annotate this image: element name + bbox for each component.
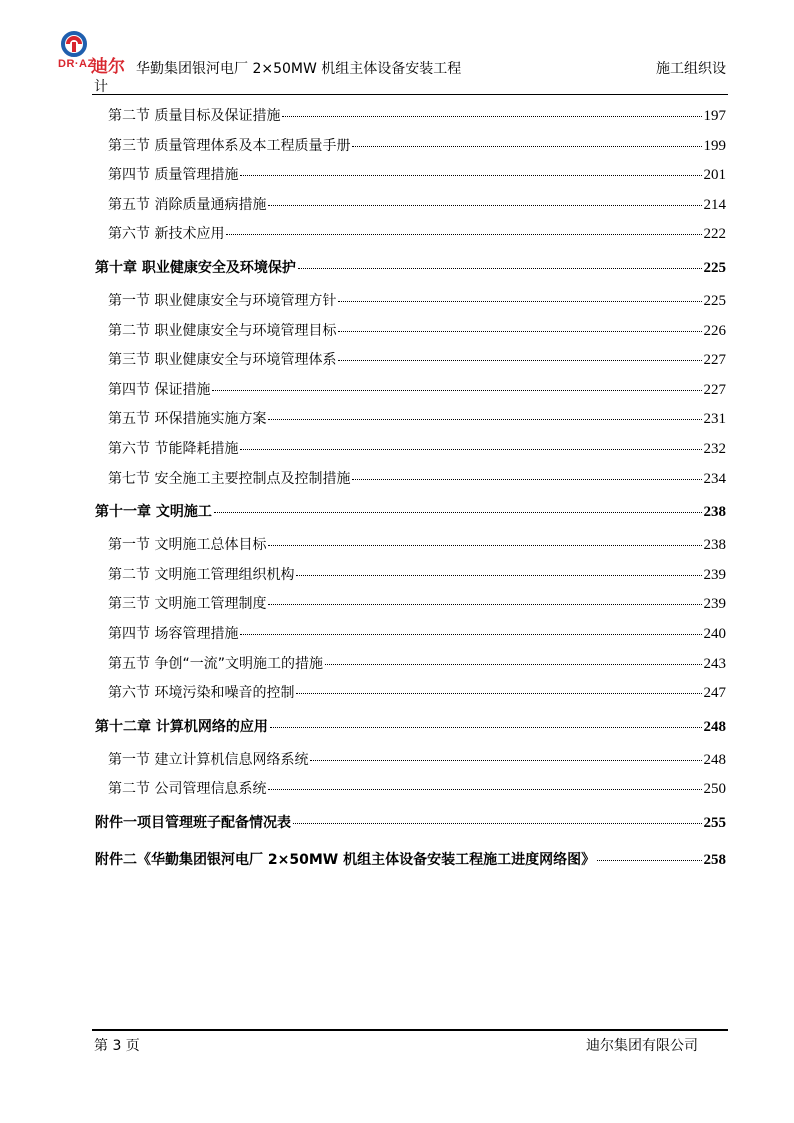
toc-entry-label: 第三节 质量管理体系及本工程质量手册	[108, 137, 351, 154]
toc-dot-leader	[296, 575, 701, 576]
toc-chapter-entry[interactable]	[95, 805, 726, 842]
toc-entry-label: 第五节 消除质量通病措施	[108, 196, 267, 213]
toc-entry-page: 239	[703, 566, 726, 583]
toc-dot-leader	[268, 545, 701, 546]
toc-entry-label: 第五节 争创“一流”文明施工的措施	[108, 655, 323, 672]
toc-chapter-entry[interactable]	[95, 250, 726, 287]
toc-dot-leader	[298, 268, 702, 269]
toc-dot-leader	[352, 479, 701, 480]
toc-entry-label: 第二节 文明施工管理组织机构	[108, 566, 295, 583]
toc-entry-page: 214	[703, 196, 726, 213]
toc-section-entry[interactable]	[108, 405, 726, 435]
toc-entry-label: 第六节 新技术应用	[108, 226, 225, 243]
toc-entry-label: 第二节 公司管理信息系统	[108, 781, 267, 798]
toc-dot-leader	[338, 331, 701, 332]
toc-entry-page: 201	[703, 167, 726, 184]
toc-entry-label: 第三节 职业健康安全与环境管理体系	[108, 352, 337, 369]
toc-dot-leader	[268, 604, 701, 605]
toc-entry-label: 第十章 职业健康安全及环境保护	[95, 259, 296, 276]
toc-entry-page: 238	[703, 504, 726, 521]
toc-entry-page: 225	[703, 259, 726, 276]
header-rule	[92, 94, 728, 95]
toc-entry-page: 226	[703, 322, 726, 339]
toc-section-entry[interactable]	[108, 650, 726, 680]
toc-entry-page: 222	[703, 226, 726, 243]
toc-dot-leader	[325, 664, 702, 665]
header-title: 华勤集团银河电厂 2×50MW 机组主体设备安装工程	[136, 61, 462, 77]
toc-entry-label: 第二节 质量目标及保证措施	[108, 108, 281, 124]
toc-section-entry[interactable]	[108, 746, 726, 776]
toc-entry-page: 248	[703, 718, 726, 735]
toc-dot-leader	[597, 860, 701, 861]
toc-entry-page: 225	[703, 292, 726, 309]
toc-section-entry[interactable]	[108, 465, 726, 495]
toc-entry-label: 第一节 建立计算机信息网络系统	[108, 751, 309, 768]
toc-entry-label: 第四节 场容管理措施	[108, 625, 239, 642]
toc-section-entry[interactable]	[108, 376, 726, 406]
toc-section-entry[interactable]	[108, 317, 726, 347]
toc-entry-label: 第二节 职业健康安全与环境管理目标	[108, 322, 337, 339]
toc-chapter-entry[interactable]	[95, 842, 726, 879]
toc-entry-page: 231	[703, 411, 726, 428]
toc-section-entry[interactable]	[108, 620, 726, 650]
toc-entry-label: 第五节 环保措施实施方案	[108, 411, 267, 428]
toc-section-entry[interactable]	[108, 287, 726, 317]
toc-entry-page: 248	[703, 751, 726, 768]
footer-company: 迪尔集团有限公司	[586, 1038, 698, 1054]
toc-entry-page: 258	[703, 851, 726, 868]
toc-dot-leader	[352, 146, 701, 147]
toc-dot-leader	[296, 693, 701, 694]
logo-chinese: 迪尔	[91, 57, 125, 77]
toc-entry-page: 199	[703, 137, 726, 154]
toc-entry-label: 附件一项目管理班子配备情况表	[95, 814, 291, 831]
toc-dot-leader	[338, 301, 701, 302]
toc-dot-leader	[268, 419, 701, 420]
toc-entry-label: 第十二章 计算机网络的应用	[95, 718, 268, 735]
toc-dot-leader	[240, 175, 701, 176]
toc-dot-leader	[240, 449, 701, 450]
toc-section-entry[interactable]	[108, 346, 726, 376]
toc-entry-page: 250	[703, 781, 726, 798]
logo-text: DR·AZ	[58, 58, 95, 70]
toc-dot-leader	[226, 234, 701, 235]
toc-dot-leader	[268, 205, 701, 206]
toc-dot-leader	[282, 116, 701, 117]
toc-entry-page: 234	[703, 470, 726, 487]
toc-section-entry[interactable]	[108, 531, 726, 561]
toc-entry-label: 第一节 文明施工总体目标	[108, 537, 267, 554]
toc-chapter-entry[interactable]	[95, 494, 726, 531]
toc-dot-leader	[268, 789, 701, 790]
toc-entry-page: 243	[703, 655, 726, 672]
toc-entry-page: 232	[703, 440, 726, 457]
toc-section-entry[interactable]	[108, 775, 726, 805]
toc-entry-page: 227	[703, 381, 726, 398]
toc-entry-label: 第四节 质量管理措施	[108, 167, 239, 184]
toc-section-entry[interactable]	[108, 590, 726, 620]
toc-chapter-entry[interactable]	[95, 709, 726, 746]
toc-entry-label: 第四节 保证措施	[108, 381, 211, 398]
header-doc-type: 施工组织设	[656, 61, 726, 77]
toc-entry-label: 第三节 文明施工管理制度	[108, 596, 267, 613]
toc-section-entry[interactable]	[108, 679, 726, 709]
toc-section-entry[interactable]	[108, 561, 726, 591]
toc-section-entry[interactable]	[108, 161, 726, 191]
toc-entry-page: 240	[703, 625, 726, 642]
toc-entry-page: 239	[703, 596, 726, 613]
toc-dot-leader	[338, 360, 701, 361]
toc-dot-leader	[310, 760, 701, 761]
footer-rule	[92, 1029, 728, 1031]
toc-entry-label: 附件二《华勤集团银河电厂 2×50MW 机组主体设备安装工程施工进度网络图》	[95, 851, 596, 868]
page-header	[58, 28, 728, 98]
toc-section-entry[interactable]	[108, 102, 726, 132]
toc-dot-leader	[212, 390, 701, 391]
header-title-continued: 计	[94, 79, 108, 95]
toc-dot-leader	[214, 512, 702, 513]
toc-entry-label: 第一节 职业健康安全与环境管理方针	[108, 292, 337, 309]
toc-entry-label: 第六节 节能降耗措施	[108, 440, 239, 457]
table-of-contents	[95, 102, 726, 879]
toc-dot-leader	[240, 634, 701, 635]
toc-entry-page: 197	[703, 108, 726, 124]
toc-section-entry[interactable]	[108, 132, 726, 162]
toc-section-entry[interactable]	[108, 435, 726, 465]
toc-dot-leader	[293, 823, 702, 824]
toc-entry-page: 238	[703, 537, 726, 554]
toc-entry-page: 255	[703, 814, 726, 831]
toc-entry-page: 247	[703, 685, 726, 702]
toc-section-entry[interactable]	[108, 220, 726, 250]
toc-dot-leader	[270, 727, 702, 728]
toc-section-entry[interactable]	[108, 191, 726, 221]
toc-entry-label: 第十一章 文明施工	[95, 504, 212, 521]
toc-entry-label: 第七节 安全施工主要控制点及控制措施	[108, 470, 351, 487]
toc-entry-page: 227	[703, 352, 726, 369]
toc-entry-label: 第六节 环境污染和噪音的控制	[108, 685, 295, 702]
footer-page-number: 第 3 页	[94, 1038, 140, 1054]
